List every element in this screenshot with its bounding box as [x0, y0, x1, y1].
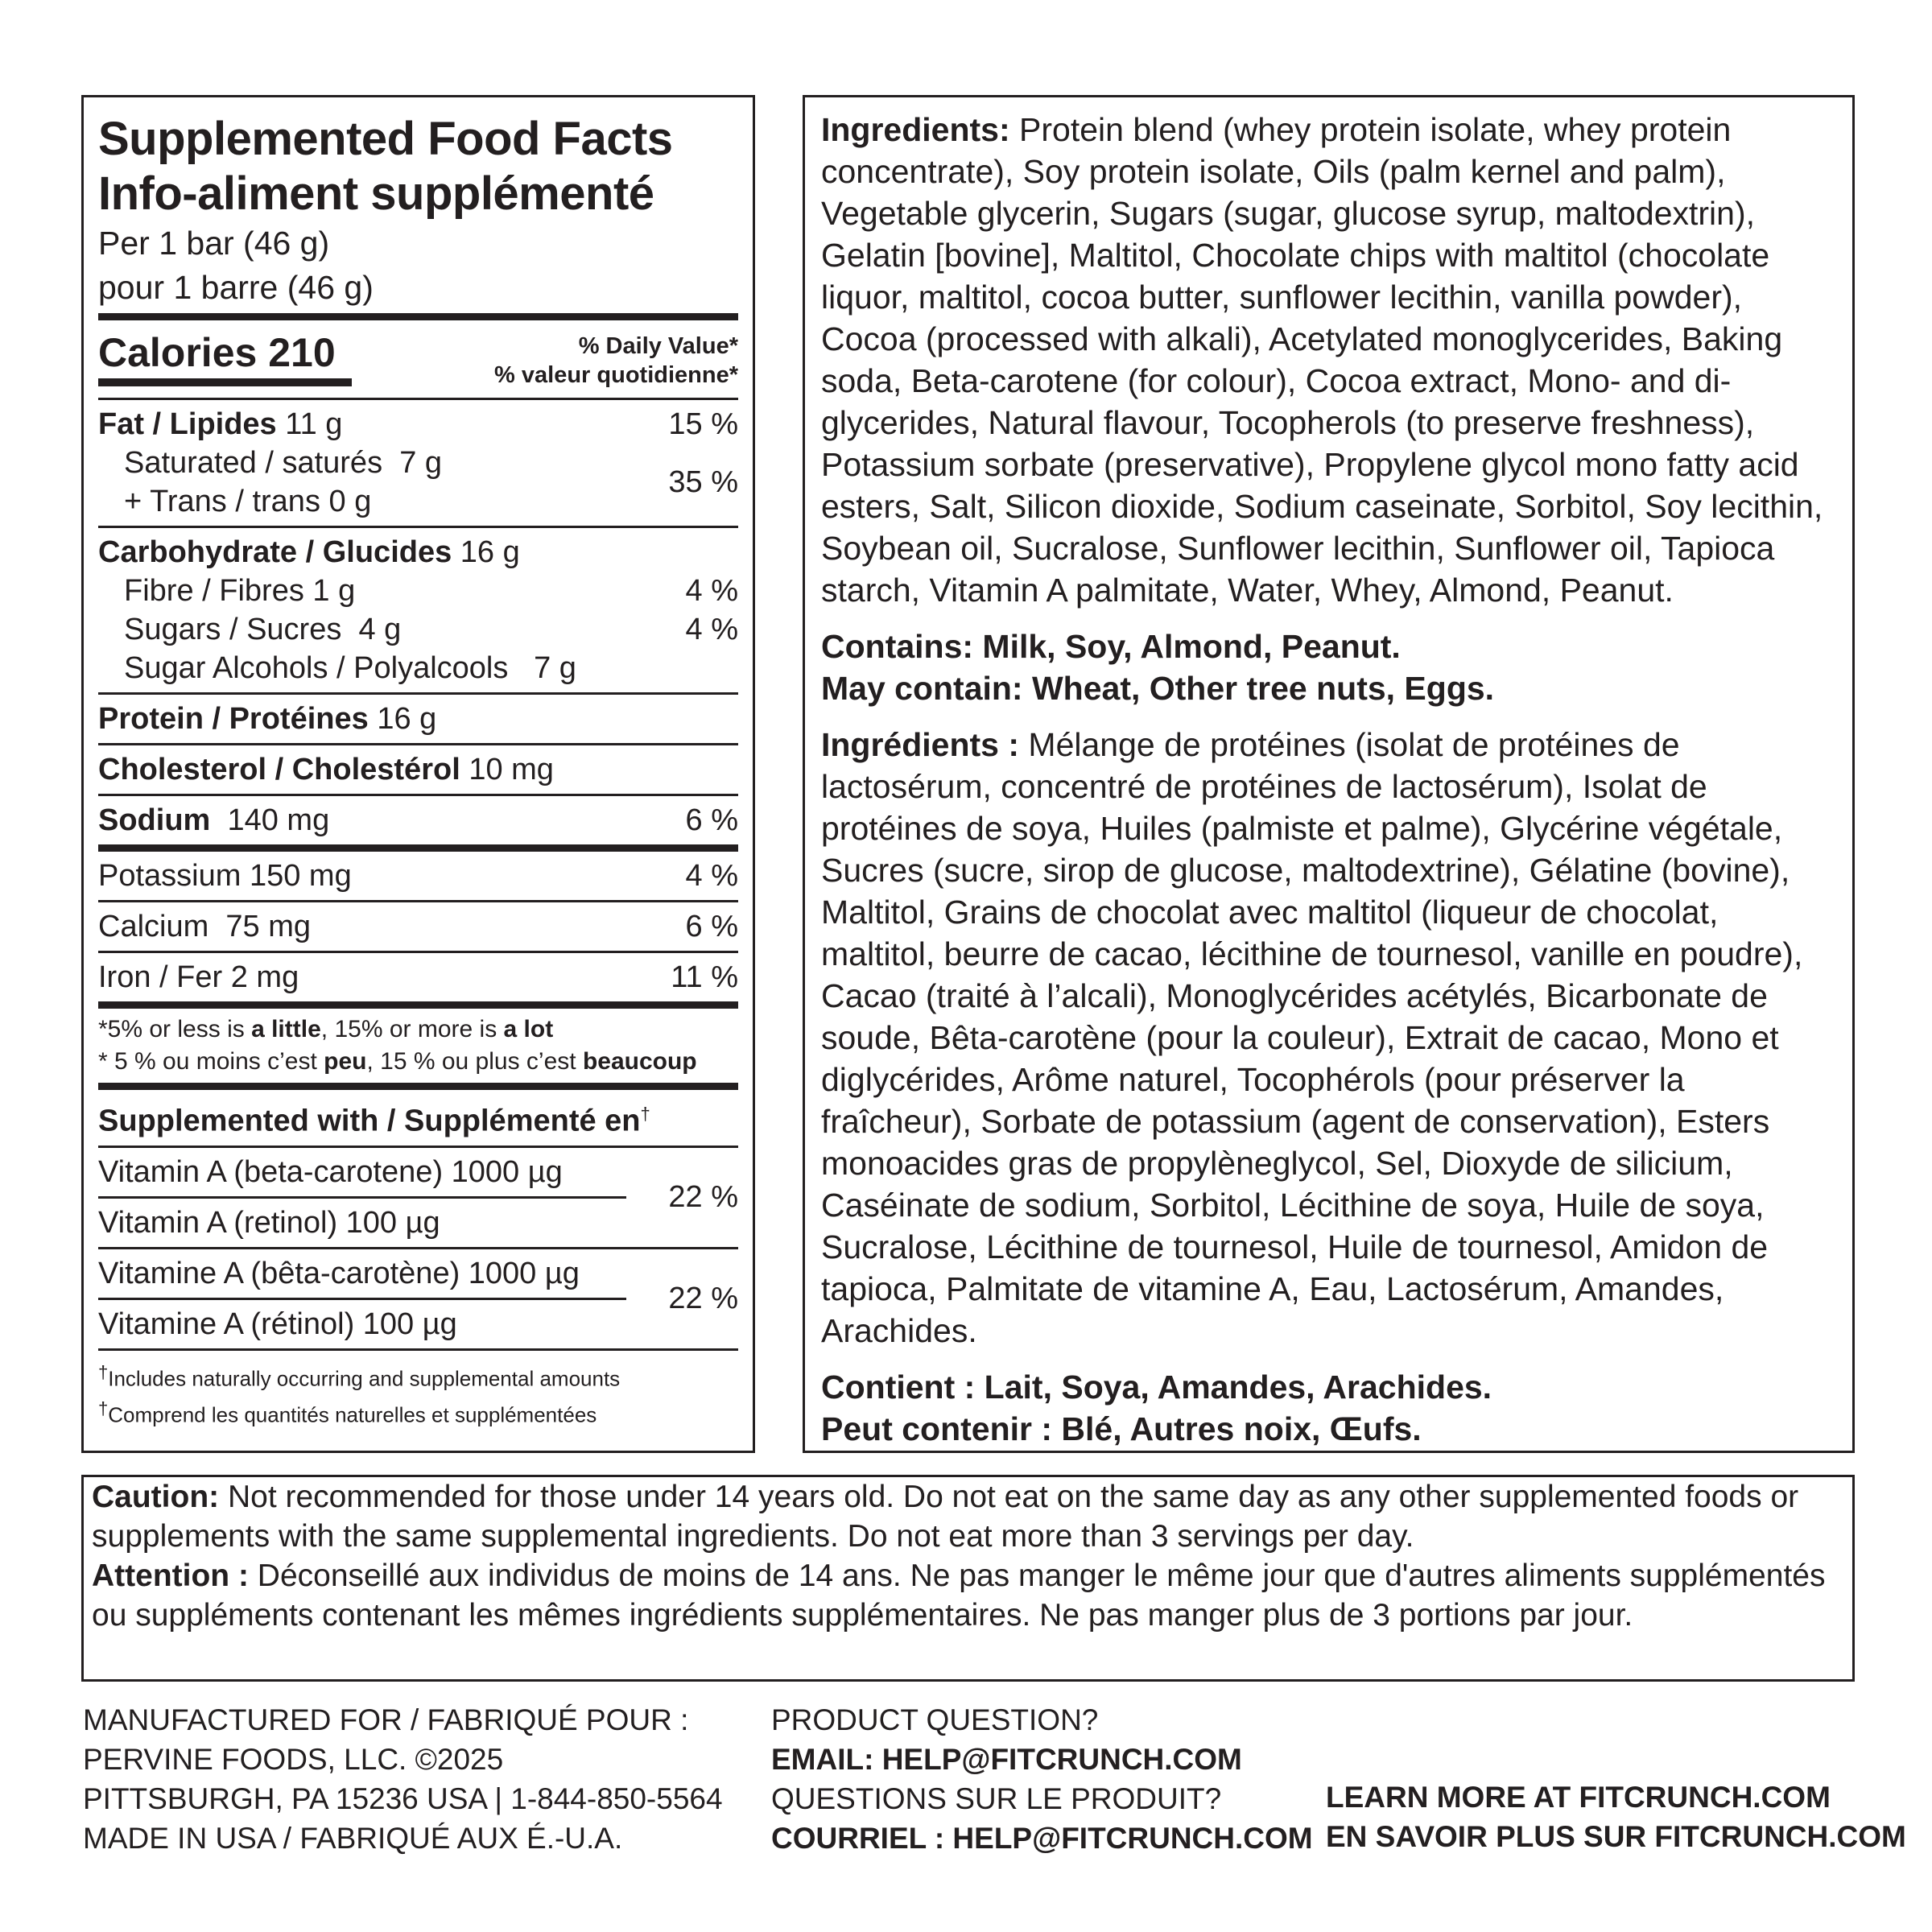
calories-underline [98, 378, 352, 386]
footnote-fr-beaucoup: beaucoup [582, 1048, 697, 1075]
ingredients-fr-text: Mélange de protéines (isolat de protéines de lactosérum, concentré de protéines de lactosérum), Isolat de protéines de soya, Huiles (palmiste et palme), Glycérine végétale, Sucres (sucre, sirop de glucose, maltodextrine), Gélatine (bovine), Maltitol, Grains de chocolat avec maltitol (liqueur de chocolat, maltitol, beurre de cacao, lécithine de tournesol, vanille en poudre), Cacao (traité à l’alcali), Monoglycérides acétylés, Bicarbonate de soude, Bêta-carotène (pour la couleur), Extrait de cacao, Mono et diglycérides, Arôme naturel, Tocophérols (pour préserver la fraîcheur), Sorbate de potassium (agent de conservation), Esters monoacides gras de propylèneglycol, Sel, Dioxyde de silicium, Caséinate de sodium, Sorbitol, Lécithine de soya, Huile de soya, Sucralose, Lécithine de tournesol, Huile de tournesol, Amidon de tapioca, Palmitate de vitamine A, Eau, Lactosérum, Amandes, Arachides. [821, 726, 1803, 1349]
carb-group [98, 528, 738, 692]
footnote-en [98, 1013, 738, 1046]
learn-more-fr: EN SAVOIR PLUS SUR FITCRUNCH.COM [1326, 1820, 1906, 1853]
footnote-en-little: a little [251, 1016, 321, 1042]
learn-more-info [1326, 1777, 1906, 1856]
mfg-line: MADE IN USA / FABRIQUÉ AUX É.-U.A. [83, 1822, 623, 1855]
dv-fr: % valeur quotidienne* [494, 362, 738, 388]
ingredients-fr [821, 724, 1836, 1352]
sugars-row [98, 610, 738, 649]
dagger-footnote-en [98, 1357, 738, 1394]
cholesterol-amount: 10 mg [469, 753, 554, 786]
fibre-row [98, 572, 738, 610]
iron-group [98, 953, 738, 1001]
fibre-label: Fibre / Fibres [124, 574, 304, 608]
cholesterol-row [98, 750, 738, 789]
protein-label: Protein / Protéines [98, 702, 369, 736]
potassium-row [98, 857, 738, 895]
potassium-amount: 150 mg [249, 859, 352, 893]
ingredients-en-label: Ingredients: [821, 111, 1010, 148]
caution-fr-text: Déconseillé aux individus de moins de 14 ans. Ne pas manger le même jour que d'autres aliments supplémentés ou suppléments contenant les mêmes ingrédients supplémentaires. Ne pas manger plus de 3 portions par jour. [92, 1558, 1826, 1633]
footnote-en-text: , 15% or more is [320, 1016, 504, 1042]
caution-en-text: Not recommended for those under 14 years old. Do not eat on the same day as any other supplemented foods or supplements with the same supplemental ingredients. Do not eat more than 3 servings per day. [92, 1480, 1799, 1554]
nutrition-facts-panel [81, 95, 755, 1453]
trans-row [98, 482, 442, 521]
calcium-row [98, 907, 738, 946]
daily-value-header [494, 332, 738, 390]
vitamin-en-retinol: Vitamin A (retinol) 100 µg [98, 1205, 440, 1240]
cholesterol-label: Cholesterol / Cholestérol [98, 753, 460, 786]
vitamin-fr-pct: 22 % [668, 1281, 738, 1315]
ingredients-en [821, 109, 1836, 611]
divider [98, 313, 738, 320]
sat-trans-pct: 35 % [668, 464, 738, 499]
protein-group [98, 695, 738, 743]
saturated-label: Saturated / saturés [124, 446, 383, 480]
title-fr: Info-aliment supplémenté [98, 167, 654, 220]
may-contain-en: May contain: Wheat, Other tree nuts, Eggs. [821, 670, 1495, 707]
caution-en [92, 1477, 1844, 1556]
ingredients-panel [803, 95, 1855, 1453]
dv-en: % Daily Value* [578, 333, 738, 359]
fat-amount: 11 g [285, 407, 343, 441]
vitamin-fr-group [98, 1249, 738, 1348]
may-contain-fr: Peut contenir : Blé, Autres noix, Œufs. [821, 1410, 1422, 1447]
sodium-row [98, 801, 738, 840]
potassium-label: Potassium [98, 859, 242, 893]
footnote-fr-peu: peu [324, 1048, 367, 1075]
sugars-pct: 4 % [685, 613, 738, 646]
caution-en-label: Caution: [92, 1480, 220, 1514]
sugar-alcohols-label: Sugar Alcohols / Polyalcools [124, 651, 509, 685]
mfg-line: MANUFACTURED FOR / FABRIQUÉ POUR : [83, 1703, 689, 1736]
saturated-amount: 7 g [399, 446, 443, 480]
vitamin-fr-retinol: Vitamine A (rétinol) 100 µg [98, 1307, 457, 1341]
supplemented-label: Supplemented with / Supplémenté en [98, 1104, 641, 1138]
vitamin-en-beta-carotene: Vitamin A (beta-carotene) 1000 µg [98, 1154, 563, 1189]
cholesterol-group [98, 745, 738, 794]
sodium-amount: 140 mg [227, 803, 330, 837]
learn-more-en: LEARN MORE AT FITCRUNCH.COM [1326, 1781, 1831, 1814]
serving-en: Per 1 bar (46 g) [98, 225, 330, 262]
sodium-pct: 6 % [685, 803, 738, 837]
carb-label: Carbohydrate / Glucides [98, 535, 452, 569]
divider [98, 844, 738, 852]
email-en: EMAIL: HELP@FITCRUNCH.COM [771, 1743, 1242, 1776]
product-question-info [771, 1700, 1313, 1858]
dv-footnote [98, 1009, 738, 1083]
iron-row [98, 958, 738, 997]
calories-label: Calories 210 [98, 330, 336, 375]
footnote-fr-text: , 15 % ou plus c’est [366, 1048, 583, 1075]
fat-row [98, 405, 738, 444]
protein-amount: 16 g [377, 702, 437, 736]
mfg-line: PERVINE FOODS, LLC. ©2025 [83, 1743, 504, 1776]
calcium-pct: 6 % [685, 910, 738, 943]
potassium-group [98, 852, 738, 900]
sugar-alcohols-amount: 7 g [534, 651, 576, 685]
fibre-amount: 1 g [312, 574, 356, 608]
saturated-row [98, 444, 442, 482]
email-fr: COURRIEL : HELP@FITCRUNCH.COM [771, 1822, 1313, 1855]
iron-pct: 11 % [671, 960, 738, 994]
mfg-line: PITTSBURGH, PA 15236 USA | 1-844-850-5564 [83, 1782, 723, 1815]
iron-amount: 2 mg [230, 960, 299, 994]
serving-fr: pour 1 barre (46 g) [98, 269, 374, 306]
protein-row [98, 700, 738, 738]
caution-panel [81, 1475, 1855, 1682]
title-en: Supplemented Food Facts [98, 113, 673, 165]
ingredients-en-text: Protein blend (whey protein isolate, whey protein concentrate), Soy protein isolate, Oils (palm kernel and palm), Vegetable glycerin, Sugars (sugar, glucose syrup, maltodextrin), Gelatin [bovine], Maltitol, Chocolate chips with maltitol (chocolate liquor, maltitol, cocoa butter, sunflower lecithin, vanilla powder), Cocoa (processed with alkali), Acetylated monoglycerides, Baking soda, Beta-carotene (for colour), Cocoa extract, Mono- and di-glycerides, Natural flavour, Tocopherols (to preserve freshness), Potassium sorbate (preservative), Propylene glycol mono fatty acid esters, Salt, Silicon dioxide, Sodium caseinate, Sorbitol, Soy lecithin, Soybean oil, Sucralose, Sunflower lecithin, Sunflower oil, Tapioca starch, Vitamin A palmitate, Water, Whey, Almond, Peanut. [821, 111, 1823, 609]
fibre-pct: 4 % [685, 574, 738, 608]
vitamin-en-pct: 22 % [668, 1179, 738, 1214]
trans-amount: 0 g [328, 485, 372, 518]
potassium-pct: 4 % [685, 859, 738, 893]
fat-label: Fat / Lipides [98, 407, 277, 441]
dagger-mark: † [98, 1398, 109, 1419]
calcium-amount: 75 mg [225, 910, 311, 943]
caution-fr-label: Attention : [92, 1558, 249, 1593]
ingredients-fr-label: Ingrédients : [821, 726, 1020, 763]
question-fr: QUESTIONS SUR LE PRODUIT? [771, 1782, 1222, 1815]
trans-label: + Trans / trans [124, 485, 320, 518]
dagger-footnote [98, 1351, 738, 1430]
dagger-mark: † [98, 1361, 109, 1382]
dagger-fr-text: Comprend les quantités naturelles et supplémentées [108, 1402, 597, 1427]
fat-group [98, 400, 738, 526]
caution-fr [92, 1556, 1844, 1635]
sodium-label: Sodium [98, 803, 211, 837]
footnote-en-text: *5% or less is [98, 1016, 252, 1042]
sugar-alcohols-row [98, 649, 738, 687]
footnote-fr-text: * 5 % ou moins c’est [98, 1048, 324, 1075]
vitamin-fr-beta-carotene: Vitamine A (bêta-carotène) 1000 µg [98, 1256, 580, 1290]
calcium-label: Calcium [98, 910, 209, 943]
supplemented-group [98, 1090, 738, 1146]
calcium-group [98, 902, 738, 951]
divider [98, 1083, 738, 1090]
question-en: PRODUCT QUESTION? [771, 1703, 1099, 1736]
vitamin-en-group [98, 1148, 738, 1247]
footnote-en-lot: a lot [503, 1016, 554, 1042]
carb-amount: 16 g [460, 535, 520, 569]
sodium-group [98, 796, 738, 844]
supplemented-header [98, 1095, 738, 1141]
manufacturer-info [83, 1700, 723, 1858]
carb-row [98, 533, 738, 572]
sugars-amount: 4 g [358, 613, 402, 646]
sugars-label: Sugars / Sucres [124, 613, 342, 646]
dagger-mark: † [640, 1104, 650, 1124]
divider [98, 1001, 738, 1009]
dagger-en-text: Includes naturally occurring and supplemental amounts [108, 1366, 621, 1391]
fat-pct: 15 % [668, 407, 738, 441]
dagger-footnote-fr [98, 1393, 738, 1430]
footnote-fr [98, 1046, 738, 1078]
iron-label: Iron / Fer [98, 960, 223, 994]
contains-fr: Contient : Lait, Soya, Amandes, Arachides. [821, 1368, 1492, 1406]
contains-en: Contains: Milk, Soy, Almond, Peanut. [821, 628, 1401, 665]
calories-row [98, 330, 738, 390]
